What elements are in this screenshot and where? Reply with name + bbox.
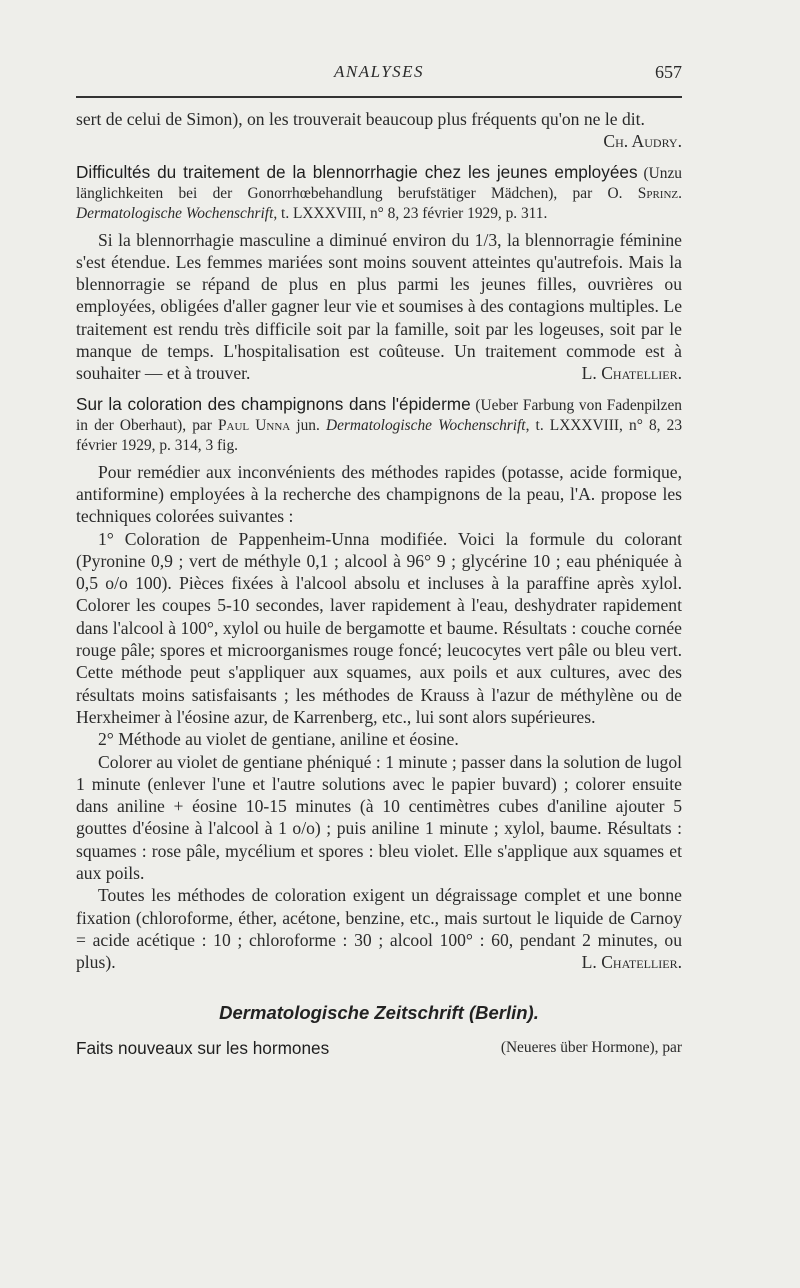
article-3-ref-start: (Neueres über Hormone), par xyxy=(500,1038,682,1056)
article-2-ref-mid: jun. xyxy=(290,416,326,434)
continuation-paragraph xyxy=(76,108,682,152)
article-1-ref-prefix: (Unzu länglichkeiten bei der Gonorrhœbehandlung berufstätiger Mädchen), par O. xyxy=(76,164,682,202)
article-1-author: Sprinz xyxy=(637,184,679,202)
article-1-journal: Dermatologische Wochenschrift xyxy=(76,204,274,222)
signature-chatellier-1: L. Chatellier. xyxy=(581,363,682,384)
article-3-title: Faits nouveaux sur les hormones xyxy=(76,1037,330,1058)
page-header xyxy=(76,62,682,92)
article-2-paragraph: 1° Coloration de Pappenheim-Unna modifiée. Voici la formule du colorant (Pyronine 0,9 ; vert de méthyle 0,1 ; alcool à 96° 9 ; glycérine 10 ; eau phéniquée à 0,5 o/o 100). Pièces fixées à l'alcool absolu et incluses à la paraffine après xylol. Colorer les coupes 5-10 secondes, laver rapidement à l'eau, deshydrater rapidement dans l'alcool à 100°, xylol ou huile de bergamotte et baume. Résultats : couche cornée rouge pâle; spores et microorganismes rouge foncé; leucocytes vert pâle ou bleu vert. Cette méthode peut s'appliquer aux squames, aux poils et aux cultures, avec des résultats moins satisfaisants ; les méthodes de Krauss à l'azur de méthylène ou de Herxheimer à l'éosine azur, de Karrenberg, etc., lui sont alors supérieures. xyxy=(76,528,682,727)
article-2-author: Paul Unna xyxy=(217,416,291,434)
article-2-reference xyxy=(76,394,682,456)
article-2-final-paragraph xyxy=(76,884,682,973)
section-heading: Dermatologische Zeitschrift (Berlin). xyxy=(219,1001,539,1023)
article-1-title: Difficultés du traitement de la blennorrhagie chez les jeunes employées xyxy=(76,161,638,182)
running-head: ANALYSES xyxy=(333,62,425,81)
article-1-ref-sep: . xyxy=(678,184,682,202)
article-2-paragraph: 2° Méthode au violet de gentiane, aniline et éosine. xyxy=(98,729,459,750)
article-2-paragraph: Pour remédier aux inconvénients des méthodes rapides (potasse, acide formique, antiformine) employées à la recherche des champignons de la peau, l'A. propose les techniques colorées suivantes : xyxy=(76,461,682,527)
article-2-journal: Dermatologische Wochenschrift xyxy=(325,416,526,434)
page-number: 657 xyxy=(655,62,682,82)
signature-chatellier-2: L. Chatellier. xyxy=(581,952,682,973)
article-2-ref-suffix: , t. LXXXVIII, n° 8, 23 février 1929, p. 314, 3 fig. xyxy=(76,416,683,454)
article-2-paragraph: Colorer au violet de gentiane phéniqué : 1 minute ; passer dans la solution de lugol 1 minute (enlever l'une et l'autre solutions avec le papier buvard) ; colorer ensuite dans aniline + éosine 10-15 minutes (à 10 centimètres cubes d'aniline ajouter 5 gouttes d'éosine à l'alcool à 1 o/o) ; puis aniline 1 minute ; xylol, baume. Résultats : squames : rose pâle, mycélium et spores : bleu violet. Elle s'applique aux squames et aux poils. xyxy=(76,751,682,884)
signature-audry: Ch. Audry. xyxy=(603,131,682,152)
page-body xyxy=(76,108,682,1058)
article-1-reference xyxy=(76,162,682,224)
article-1-text: Si la blennorrhagie masculine a diminué environ du 1/3, la blennorragie féminine s'est étendue. Les femmes mariées sont moins souvent atteintes qu'autrefois. Mais la blennorragie se répand de plus en plus parmi les jeunes filles, ouvrières ou employées, obligées d'aller gagner leur vie et soumises à des contagions multiples. Le traitement est rendu très difficile soit par la famille, soit par les logeuses, soit par le manque de temps. L'hospitalisation est coûteuse. Un traitement commode est à souhaiter — et à trouver. xyxy=(76,229,682,384)
article-2-title: Sur la coloration des champignons dans l'épiderme xyxy=(76,393,471,414)
article-2-text: Toutes les méthodes de coloration exigent un dégraissage complet et une bonne fixation (chloroforme, éther, acétone, benzine, etc., mais surtout le liquide de Carnoy = acide acétique : 10 ; chloroforme : 30 ; alcool 100° : 60, pendant 2 minutes, ou plus). xyxy=(76,885,682,973)
article-1-body xyxy=(76,229,682,385)
header-rule xyxy=(76,96,682,98)
continuation-text: sert de celui de Simon), on les trouverait beaucoup plus fréquents qu'on ne le dit. xyxy=(76,109,645,129)
article-3-reference xyxy=(76,1038,682,1058)
article-2-ref-prefix: (Ueber Farbung von Fadenpilzen in der Oberhaut), par xyxy=(76,396,682,434)
article-1-ref-suffix: , t. LXXXVIII, n° 8, 23 février 1929, p. 311. xyxy=(273,204,548,222)
